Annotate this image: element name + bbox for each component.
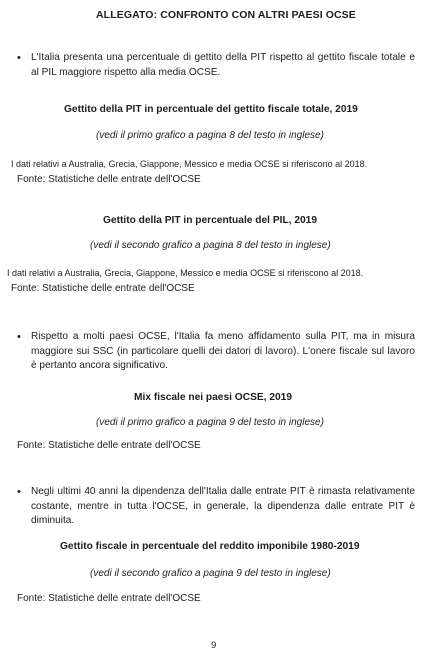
bullet-marker: •	[17, 486, 21, 498]
section-source: Fonte: Statistiche delle entrate dell'OCSE	[11, 283, 195, 294]
section-reference: (vedi il primo grafico a pagina 9 del testo in inglese)	[96, 417, 324, 428]
section-heading: Gettito fiscale in percentuale del reddito imponibile 1980-2019	[60, 541, 360, 552]
bullet-text: L'Italia presenta una percentuale di gettito della PIT rispetto al gettito fiscale totale e al PIL maggiore rispetto alla media OCSE.	[31, 52, 415, 78]
bullet-marker: •	[17, 52, 21, 64]
section-heading: Gettito della PIT in percentuale del PIL, 2019	[103, 215, 317, 226]
section-source: Fonte: Statistiche delle entrate dell'OCSE	[17, 174, 201, 185]
bullet-item	[17, 485, 415, 529]
section-reference: (vedi il primo grafico a pagina 8 del testo in inglese)	[96, 130, 324, 141]
section-source: Fonte: Statistiche delle entrate dell'OCSE	[17, 593, 201, 604]
section-reference: (vedi il secondo grafico a pagina 8 del testo in inglese)	[90, 240, 331, 251]
bullet-text: Negli ultimi 40 anni la dipendenza dell'Italia dalle entrate PIT è rimasta relativamente costante, mentre in tutta l'OCSE, in generale, la dipendenza dalle entrate PIT è diminuita.	[31, 486, 415, 526]
bullet-item	[17, 330, 415, 374]
section-heading: Gettito della PIT in percentuale del gettito fiscale totale, 2019	[64, 104, 358, 115]
section-heading: Mix fiscale nei paesi OCSE, 2019	[134, 392, 292, 403]
bullet-item	[17, 51, 415, 80]
section-source: Fonte: Statistiche delle entrate dell'OCSE	[17, 440, 201, 451]
section-note: I dati relativi a Australia, Grecia, Giappone, Messico e media OCSE si riferiscono al 2018.	[11, 159, 368, 169]
page-number: 9	[211, 640, 217, 651]
section-reference: (vedi il secondo grafico a pagina 9 del testo in inglese)	[90, 568, 331, 579]
bullet-text: Rispetto a molti paesi OCSE, l'Italia fa meno affidamento sulla PIT, ma in misura maggiore sui SSC (in particolare quelli dei datori di lavoro). L'onere fiscale sul lavoro è pertanto ancora significativo.	[31, 331, 415, 371]
document-title: ALLEGATO: CONFRONTO CON ALTRI PAESI OCSE	[96, 9, 356, 21]
bullet-marker: •	[17, 331, 21, 343]
section-note: I dati relativi a Australia, Grecia, Giappone, Messico e media OCSE si riferiscono al 2018.	[7, 268, 364, 278]
